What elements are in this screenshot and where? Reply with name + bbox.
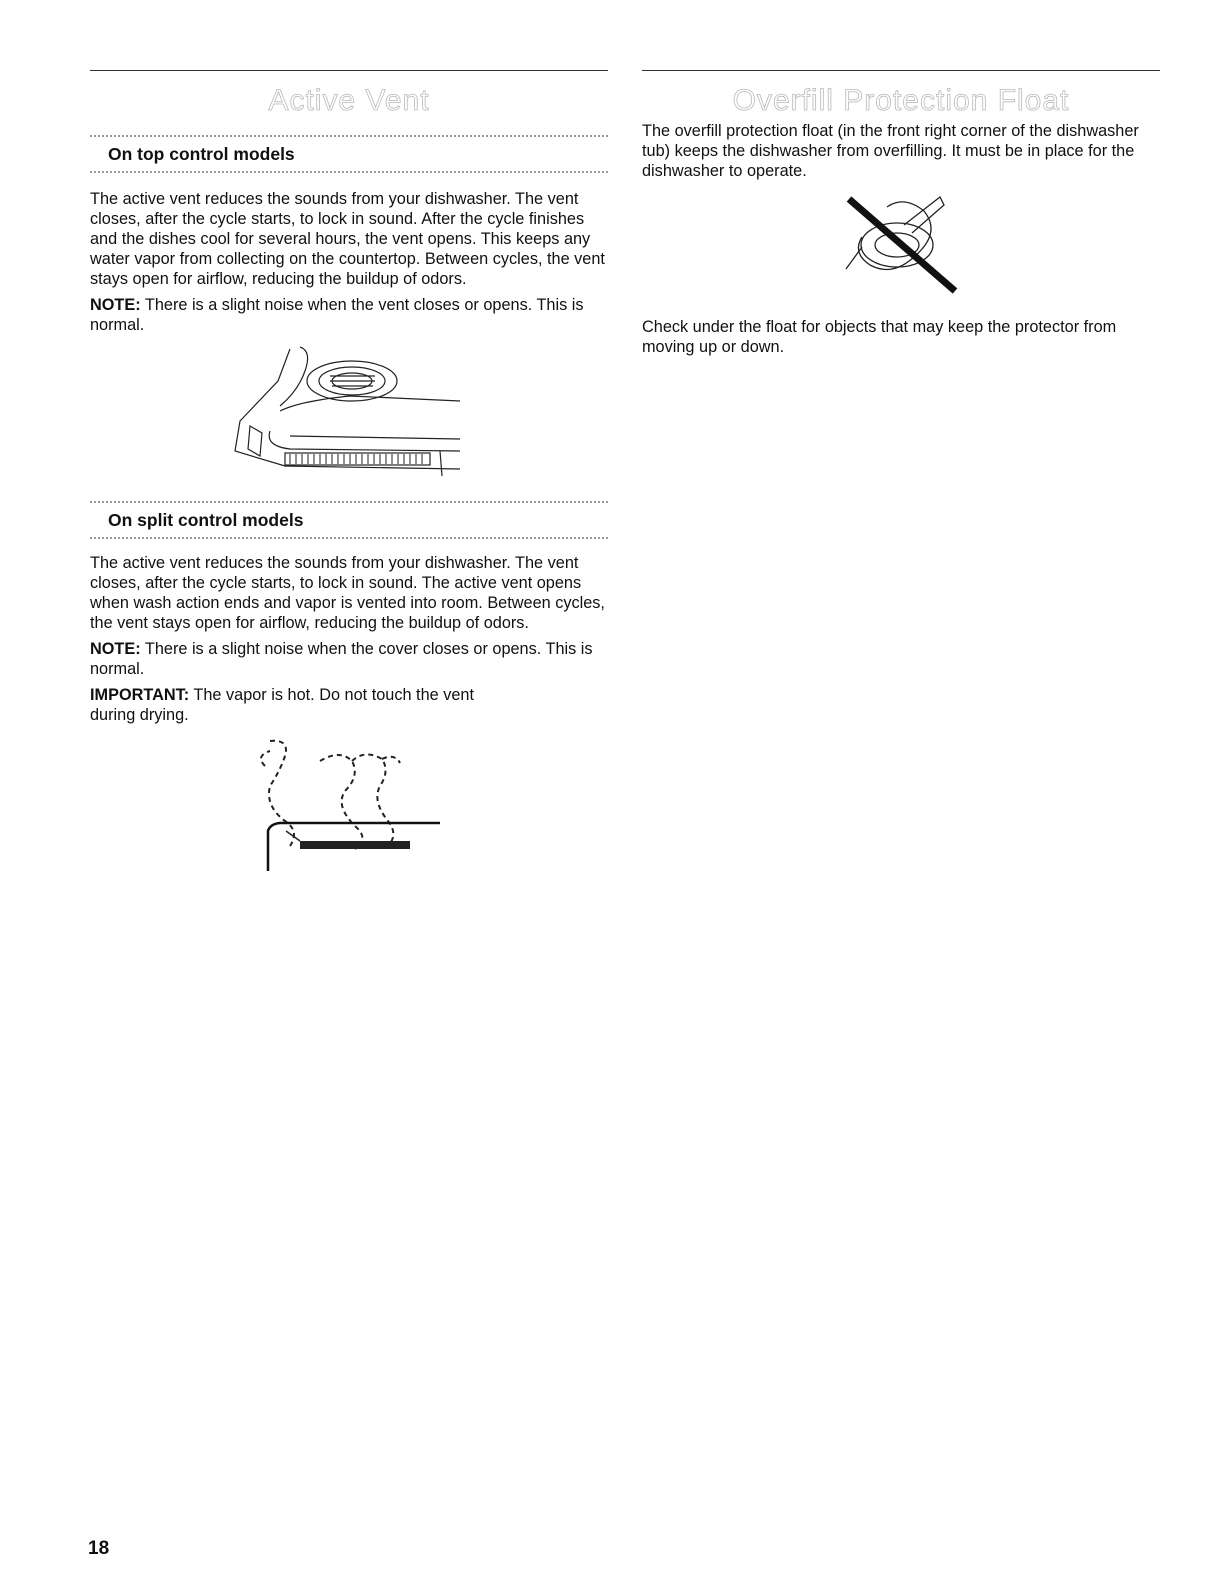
overfill-intro: The overfill protection float (in the front right corner of the dishwasher tub) keeps the dishwasher from overfilling. It must be in place for the dishwasher to operate. <box>642 122 1139 180</box>
dotted-rule <box>90 171 608 173</box>
top-control-heading: On top control models <box>108 144 295 164</box>
split-control-body: The active vent reduces the sounds from your dishwasher. The vent closes, after the cycle starts, to lock in sound. The active vent opens when wash action ends and vapor is vented into room. Between cycles, the vent stays open for airflow, reducing the buildup of odors. <box>90 554 605 632</box>
overfill-float-title: Overfill Protection Float <box>732 84 1070 117</box>
dotted-rule <box>90 537 608 539</box>
split-control-heading: On split control models <box>108 510 304 530</box>
active-vent-column <box>90 70 608 871</box>
section-rule <box>90 70 608 71</box>
section-rule <box>642 70 1160 71</box>
top-control-note <box>90 295 608 335</box>
note-label: NOTE: <box>90 640 141 658</box>
page-number: 18 <box>88 1538 110 1559</box>
split-control-important <box>90 685 520 725</box>
active-vent-title: Active Vent <box>268 84 430 117</box>
top-vent-illustration <box>90 341 608 491</box>
important-text: The vapor is hot. Do not touch the vent during drying. <box>90 686 474 724</box>
important-label: IMPORTANT: <box>90 686 190 704</box>
note-label: NOTE: <box>90 296 141 314</box>
note-text: There is a slight noise when the cover closes or opens. This is normal. <box>90 640 593 678</box>
note-text: There is a slight noise when the vent closes or opens. This is normal. <box>90 296 584 334</box>
top-control-body: The active vent reduces the sounds from your dishwasher. The vent closes, after the cycle starts, to lock in sound. After the cycle finishes and the dishes cool for several hours, the vent opens. This keeps any water vapor from collecting on the countertop. Between cycles, the vent stays open for airflow, reducing the buildup of odors. <box>90 190 605 288</box>
overfill-check: Check under the float for objects that may keep the protector from moving up or down. <box>642 318 1117 356</box>
split-vent-vapor-illustration <box>90 731 608 871</box>
overfill-float-column <box>642 70 1160 363</box>
float-illustration <box>642 187 1160 305</box>
split-control-note <box>90 639 608 679</box>
